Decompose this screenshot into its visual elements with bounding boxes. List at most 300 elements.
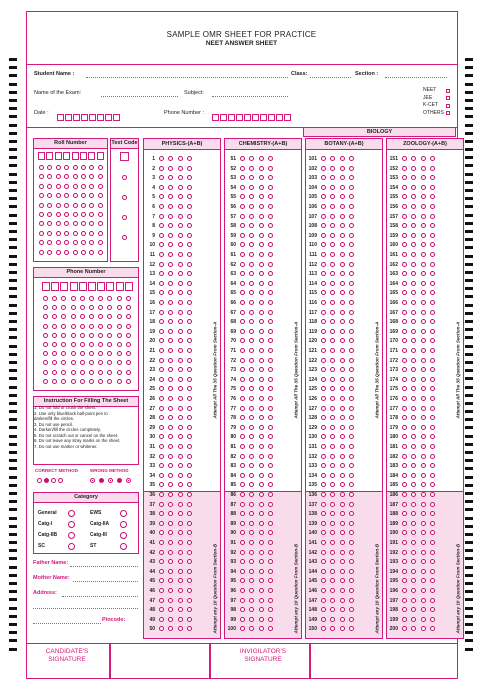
answer-bubble[interactable] xyxy=(321,406,326,411)
wrong-method-sample[interactable] xyxy=(90,478,95,483)
answer-bubble[interactable] xyxy=(259,185,264,190)
answer-bubble[interactable] xyxy=(178,377,183,382)
answer-bubble[interactable] xyxy=(421,185,426,190)
answer-bubble[interactable] xyxy=(321,473,326,478)
phone-bubble[interactable] xyxy=(43,314,48,319)
phone-bubble[interactable] xyxy=(80,305,85,310)
phone-digit-box[interactable] xyxy=(79,282,87,291)
answer-bubble[interactable] xyxy=(402,454,407,459)
phone-bubble[interactable] xyxy=(52,360,57,365)
test-code-bubble[interactable] xyxy=(122,215,127,220)
answer-bubble[interactable] xyxy=(178,223,183,228)
roll-bubble[interactable] xyxy=(39,184,44,189)
phone-digit-box[interactable] xyxy=(228,114,235,121)
answer-bubble[interactable] xyxy=(168,358,173,363)
phone-digit-box[interactable] xyxy=(116,282,124,291)
answer-bubble[interactable] xyxy=(402,425,407,430)
answer-bubble[interactable] xyxy=(240,233,245,238)
answer-bubble[interactable] xyxy=(402,185,407,190)
date-digit-box[interactable] xyxy=(113,114,120,121)
answer-bubble[interactable] xyxy=(340,396,345,401)
roll-bubble[interactable] xyxy=(81,203,86,208)
category-option-bubble[interactable] xyxy=(68,510,75,517)
roll-bubble[interactable] xyxy=(81,250,86,255)
answer-bubble[interactable] xyxy=(268,281,273,286)
category-option-bubble[interactable] xyxy=(68,532,75,539)
answer-bubble[interactable] xyxy=(321,281,326,286)
answer-bubble[interactable] xyxy=(402,569,407,574)
answer-bubble[interactable] xyxy=(268,310,273,315)
answer-bubble[interactable] xyxy=(159,166,164,171)
answer-bubble[interactable] xyxy=(178,300,183,305)
answer-bubble[interactable] xyxy=(187,358,192,363)
answer-bubble[interactable] xyxy=(430,444,435,449)
answer-bubble[interactable] xyxy=(321,521,326,526)
answer-bubble[interactable] xyxy=(430,214,435,219)
answer-bubble[interactable] xyxy=(249,214,254,219)
answer-bubble[interactable] xyxy=(178,281,183,286)
answer-bubble[interactable] xyxy=(168,166,173,171)
roll-bubble[interactable] xyxy=(39,250,44,255)
answer-bubble[interactable] xyxy=(349,262,354,267)
phone-bubble[interactable] xyxy=(52,370,57,375)
answer-bubble[interactable] xyxy=(340,310,345,315)
roll-bubble[interactable] xyxy=(56,203,61,208)
answer-bubble[interactable] xyxy=(268,185,273,190)
answer-bubble[interactable] xyxy=(178,559,183,564)
answer-bubble[interactable] xyxy=(259,367,264,372)
answer-bubble[interactable] xyxy=(259,406,264,411)
roll-bubble[interactable] xyxy=(89,184,94,189)
answer-bubble[interactable] xyxy=(430,233,435,238)
phone-bubble[interactable] xyxy=(52,379,57,384)
answer-bubble[interactable] xyxy=(259,175,264,180)
answer-bubble[interactable] xyxy=(402,156,407,161)
phone-bubble[interactable] xyxy=(107,324,112,329)
answer-bubble[interactable] xyxy=(268,617,273,622)
answer-bubble[interactable] xyxy=(178,329,183,334)
roll-bubble[interactable] xyxy=(56,174,61,179)
answer-bubble[interactable] xyxy=(330,550,335,555)
phone-digit-box[interactable] xyxy=(88,282,96,291)
answer-bubble[interactable] xyxy=(430,588,435,593)
answer-bubble[interactable] xyxy=(178,166,183,171)
answer-bubble[interactable] xyxy=(421,444,426,449)
roll-bubble[interactable] xyxy=(89,212,94,217)
phone-bubble[interactable] xyxy=(80,360,85,365)
roll-bubble[interactable] xyxy=(98,250,103,255)
answer-bubble[interactable] xyxy=(421,569,426,574)
answer-bubble[interactable] xyxy=(421,319,426,324)
answer-bubble[interactable] xyxy=(268,598,273,603)
answer-bubble[interactable] xyxy=(340,348,345,353)
phone-bubble[interactable] xyxy=(61,360,66,365)
answer-bubble[interactable] xyxy=(240,569,245,574)
answer-bubble[interactable] xyxy=(430,425,435,430)
phone-digit-box[interactable] xyxy=(260,114,267,121)
answer-bubble[interactable] xyxy=(259,598,264,603)
answer-bubble[interactable] xyxy=(421,559,426,564)
roll-bubble[interactable] xyxy=(73,203,78,208)
answer-bubble[interactable] xyxy=(240,406,245,411)
correct-method-sample[interactable] xyxy=(37,478,42,483)
answer-bubble[interactable] xyxy=(187,281,192,286)
answer-bubble[interactable] xyxy=(321,262,326,267)
phone-bubble[interactable] xyxy=(126,333,131,338)
answer-bubble[interactable] xyxy=(340,185,345,190)
answer-bubble[interactable] xyxy=(187,617,192,622)
phone-bubble[interactable] xyxy=(107,379,112,384)
answer-bubble[interactable] xyxy=(240,214,245,219)
answer-bubble[interactable] xyxy=(340,214,345,219)
answer-bubble[interactable] xyxy=(249,502,254,507)
answer-bubble[interactable] xyxy=(349,348,354,353)
answer-bubble[interactable] xyxy=(340,473,345,478)
subject-field[interactable] xyxy=(212,96,288,97)
answer-bubble[interactable] xyxy=(402,473,407,478)
roll-bubble[interactable] xyxy=(73,250,78,255)
answer-bubble[interactable] xyxy=(268,204,273,209)
answer-bubble[interactable] xyxy=(321,233,326,238)
phone-bubble[interactable] xyxy=(61,379,66,384)
phone-bubble[interactable] xyxy=(117,296,122,301)
phone-bubble[interactable] xyxy=(89,342,94,347)
phone-bubble[interactable] xyxy=(61,370,66,375)
answer-bubble[interactable] xyxy=(421,204,426,209)
phone-bubble[interactable] xyxy=(89,360,94,365)
answer-bubble[interactable] xyxy=(259,473,264,478)
phone-bubble[interactable] xyxy=(43,351,48,356)
answer-bubble[interactable] xyxy=(349,377,354,382)
answer-bubble[interactable] xyxy=(268,425,273,430)
phone-digit-box[interactable] xyxy=(60,282,68,291)
answer-bubble[interactable] xyxy=(349,588,354,593)
answer-bubble[interactable] xyxy=(178,406,183,411)
category-option-bubble[interactable] xyxy=(120,510,127,517)
roll-digit-box[interactable] xyxy=(63,152,70,160)
roll-digit-box[interactable] xyxy=(72,152,79,160)
answer-bubble[interactable] xyxy=(240,540,245,545)
answer-bubble[interactable] xyxy=(421,598,426,603)
roll-bubble[interactable] xyxy=(89,174,94,179)
answer-bubble[interactable] xyxy=(259,166,264,171)
answer-bubble[interactable] xyxy=(259,396,264,401)
phone-bubble[interactable] xyxy=(61,351,66,356)
answer-bubble[interactable] xyxy=(178,425,183,430)
answer-bubble[interactable] xyxy=(340,511,345,516)
answer-bubble[interactable] xyxy=(430,396,435,401)
answer-bubble[interactable] xyxy=(159,396,164,401)
roll-bubble[interactable] xyxy=(56,221,61,226)
answer-bubble[interactable] xyxy=(240,473,245,478)
phone-bubble[interactable] xyxy=(98,333,103,338)
answer-bubble[interactable] xyxy=(340,358,345,363)
answer-bubble[interactable] xyxy=(259,454,264,459)
answer-bubble[interactable] xyxy=(349,281,354,286)
category-option-bubble[interactable] xyxy=(68,543,75,550)
answer-bubble[interactable] xyxy=(259,348,264,353)
answer-bubble[interactable] xyxy=(268,540,273,545)
answer-bubble[interactable] xyxy=(321,569,326,574)
roll-bubble[interactable] xyxy=(81,240,86,245)
phone-bubble[interactable] xyxy=(98,296,103,301)
answer-bubble[interactable] xyxy=(178,204,183,209)
answer-bubble[interactable] xyxy=(178,617,183,622)
roll-digit-box[interactable] xyxy=(46,152,53,160)
answer-bubble[interactable] xyxy=(159,540,164,545)
roll-bubble[interactable] xyxy=(47,231,52,236)
answer-bubble[interactable] xyxy=(340,262,345,267)
class-field[interactable] xyxy=(310,77,351,78)
answer-bubble[interactable] xyxy=(430,300,435,305)
answer-bubble[interactable] xyxy=(321,492,326,497)
roll-bubble[interactable] xyxy=(64,221,69,226)
answer-bubble[interactable] xyxy=(259,223,264,228)
answer-bubble[interactable] xyxy=(168,310,173,315)
answer-bubble[interactable] xyxy=(249,550,254,555)
roll-bubble[interactable] xyxy=(47,203,52,208)
answer-bubble[interactable] xyxy=(268,348,273,353)
answer-bubble[interactable] xyxy=(349,358,354,363)
answer-bubble[interactable] xyxy=(259,262,264,267)
date-boxes[interactable] xyxy=(57,109,121,127)
answer-bubble[interactable] xyxy=(187,444,192,449)
phone-bubble[interactable] xyxy=(89,324,94,329)
answer-bubble[interactable] xyxy=(178,569,183,574)
roll-bubble[interactable] xyxy=(64,250,69,255)
phone-bubble[interactable] xyxy=(61,324,66,329)
date-digit-box[interactable] xyxy=(97,114,104,121)
answer-bubble[interactable] xyxy=(178,252,183,257)
roll-bubble[interactable] xyxy=(56,193,61,198)
answer-bubble[interactable] xyxy=(411,262,416,267)
phone-digit-box[interactable] xyxy=(97,282,105,291)
phone-bubble[interactable] xyxy=(98,370,103,375)
answer-bubble[interactable] xyxy=(340,540,345,545)
answer-bubble[interactable] xyxy=(178,540,183,545)
answer-bubble[interactable] xyxy=(340,617,345,622)
answer-bubble[interactable] xyxy=(402,598,407,603)
phone-bubble[interactable] xyxy=(117,379,122,384)
answer-bubble[interactable] xyxy=(340,502,345,507)
answer-bubble[interactable] xyxy=(411,598,416,603)
answer-bubble[interactable] xyxy=(430,454,435,459)
answer-bubble[interactable] xyxy=(168,502,173,507)
answer-bubble[interactable] xyxy=(349,204,354,209)
answer-bubble[interactable] xyxy=(268,396,273,401)
answer-bubble[interactable] xyxy=(159,377,164,382)
phone-bubble[interactable] xyxy=(89,351,94,356)
phone-bubble[interactable] xyxy=(107,305,112,310)
answer-bubble[interactable] xyxy=(268,492,273,497)
answer-bubble[interactable] xyxy=(411,454,416,459)
roll-bubble[interactable] xyxy=(98,212,103,217)
answer-bubble[interactable] xyxy=(402,617,407,622)
answer-bubble[interactable] xyxy=(178,310,183,315)
answer-bubble[interactable] xyxy=(259,607,264,612)
answer-bubble[interactable] xyxy=(411,502,416,507)
answer-bubble[interactable] xyxy=(259,550,264,555)
answer-bubble[interactable] xyxy=(340,559,345,564)
phone-bubble[interactable] xyxy=(107,360,112,365)
answer-bubble[interactable] xyxy=(178,185,183,190)
answer-bubble[interactable] xyxy=(402,444,407,449)
answer-bubble[interactable] xyxy=(430,540,435,545)
answer-bubble[interactable] xyxy=(259,156,264,161)
answer-bubble[interactable] xyxy=(402,540,407,545)
answer-bubble[interactable] xyxy=(187,425,192,430)
exam-option[interactable] xyxy=(423,110,450,118)
roll-bubble[interactable] xyxy=(56,165,61,170)
roll-bubble[interactable] xyxy=(81,212,86,217)
phone-bubble[interactable] xyxy=(43,379,48,384)
answer-bubble[interactable] xyxy=(178,502,183,507)
answer-bubble[interactable] xyxy=(259,214,264,219)
answer-bubble[interactable] xyxy=(321,358,326,363)
answer-bubble[interactable] xyxy=(421,588,426,593)
phone-bubble[interactable] xyxy=(52,314,57,319)
answer-bubble[interactable] xyxy=(349,156,354,161)
category-option-bubble[interactable] xyxy=(120,532,127,539)
answer-bubble[interactable] xyxy=(159,406,164,411)
answer-bubble[interactable] xyxy=(187,540,192,545)
answer-bubble[interactable] xyxy=(168,214,173,219)
answer-bubble[interactable] xyxy=(421,454,426,459)
roll-digit-box[interactable] xyxy=(55,152,62,160)
roll-bubble[interactable] xyxy=(98,184,103,189)
phone-bubble[interactable] xyxy=(126,360,131,365)
answer-bubble[interactable] xyxy=(340,406,345,411)
answer-bubble[interactable] xyxy=(187,492,192,497)
category-option-bubble[interactable] xyxy=(68,521,75,528)
answer-bubble[interactable] xyxy=(259,252,264,257)
phone-bubble[interactable] xyxy=(43,333,48,338)
answer-bubble[interactable] xyxy=(321,454,326,459)
category-option-bubble[interactable] xyxy=(120,521,127,528)
phone-bubble[interactable] xyxy=(43,296,48,301)
answer-bubble[interactable] xyxy=(259,588,264,593)
phone-bubble[interactable] xyxy=(80,324,85,329)
answer-bubble[interactable] xyxy=(402,300,407,305)
exam-option-box[interactable] xyxy=(446,104,450,108)
answer-bubble[interactable] xyxy=(421,214,426,219)
phone-bubble[interactable] xyxy=(98,324,103,329)
roll-bubble[interactable] xyxy=(73,184,78,189)
answer-bubble[interactable] xyxy=(178,348,183,353)
answer-bubble[interactable] xyxy=(321,156,326,161)
answer-bubble[interactable] xyxy=(340,319,345,324)
answer-bubble[interactable] xyxy=(178,262,183,267)
phone-bubble[interactable] xyxy=(52,296,57,301)
phone-digit-box[interactable] xyxy=(106,282,114,291)
answer-bubble[interactable] xyxy=(349,598,354,603)
mother-name-field[interactable] xyxy=(73,581,138,582)
phone-bubble[interactable] xyxy=(117,314,122,319)
answer-bubble[interactable] xyxy=(240,185,245,190)
phone-bubble[interactable] xyxy=(43,305,48,310)
answer-bubble[interactable] xyxy=(240,521,245,526)
answer-bubble[interactable] xyxy=(268,252,273,257)
answer-bubble[interactable] xyxy=(402,166,407,171)
roll-bubble[interactable] xyxy=(73,212,78,217)
phone-digit-box[interactable] xyxy=(212,114,219,121)
roll-bubble[interactable] xyxy=(73,174,78,179)
phone-bubble[interactable] xyxy=(107,370,112,375)
answer-bubble[interactable] xyxy=(340,329,345,334)
roll-bubble[interactable] xyxy=(64,212,69,217)
answer-bubble[interactable] xyxy=(168,598,173,603)
answer-bubble[interactable] xyxy=(430,166,435,171)
roll-bubble[interactable] xyxy=(39,193,44,198)
answer-bubble[interactable] xyxy=(349,396,354,401)
answer-bubble[interactable] xyxy=(268,377,273,382)
answer-bubble[interactable] xyxy=(321,502,326,507)
roll-bubble[interactable] xyxy=(47,240,52,245)
answer-bubble[interactable] xyxy=(430,348,435,353)
answer-bubble[interactable] xyxy=(240,502,245,507)
answer-bubble[interactable] xyxy=(259,502,264,507)
answer-bubble[interactable] xyxy=(268,156,273,161)
answer-bubble[interactable] xyxy=(330,262,335,267)
answer-bubble[interactable] xyxy=(321,348,326,353)
answer-bubble[interactable] xyxy=(430,185,435,190)
answer-bubble[interactable] xyxy=(321,588,326,593)
answer-bubble[interactable] xyxy=(421,329,426,334)
father-name-field[interactable] xyxy=(70,566,138,567)
answer-bubble[interactable] xyxy=(159,588,164,593)
answer-bubble[interactable] xyxy=(421,396,426,401)
phone-digit-box[interactable] xyxy=(236,114,243,121)
answer-bubble[interactable] xyxy=(268,569,273,574)
answer-bubble[interactable] xyxy=(340,550,345,555)
answer-bubble[interactable] xyxy=(349,540,354,545)
phone-bubble[interactable] xyxy=(43,370,48,375)
answer-bubble[interactable] xyxy=(159,329,164,334)
roll-digit-box[interactable] xyxy=(97,152,104,160)
answer-bubble[interactable] xyxy=(259,329,264,334)
wrong-method-sample[interactable] xyxy=(99,478,104,483)
wrong-method-sample[interactable] xyxy=(117,478,122,483)
answer-bubble[interactable] xyxy=(330,214,335,219)
exam-option[interactable] xyxy=(423,87,450,95)
roll-bubble[interactable] xyxy=(56,240,61,245)
answer-bubble[interactable] xyxy=(402,358,407,363)
roll-bubble[interactable] xyxy=(73,193,78,198)
answer-bubble[interactable] xyxy=(240,300,245,305)
answer-bubble[interactable] xyxy=(249,262,254,267)
phone-bubble[interactable] xyxy=(52,305,57,310)
answer-bubble[interactable] xyxy=(240,156,245,161)
phone-bubble[interactable] xyxy=(117,342,122,347)
answer-bubble[interactable] xyxy=(349,185,354,190)
answer-bubble[interactable] xyxy=(340,281,345,286)
answer-bubble[interactable] xyxy=(402,329,407,334)
answer-bubble[interactable] xyxy=(321,204,326,209)
answer-bubble[interactable] xyxy=(240,329,245,334)
roll-bubble[interactable] xyxy=(89,250,94,255)
answer-bubble[interactable] xyxy=(430,569,435,574)
answer-bubble[interactable] xyxy=(240,425,245,430)
answer-bubble[interactable] xyxy=(178,473,183,478)
answer-bubble[interactable] xyxy=(268,502,273,507)
answer-bubble[interactable] xyxy=(430,502,435,507)
roll-bubble[interactable] xyxy=(47,221,52,226)
answer-bubble[interactable] xyxy=(330,454,335,459)
answer-bubble[interactable] xyxy=(340,367,345,372)
phone-bubble[interactable] xyxy=(117,324,122,329)
answer-bubble[interactable] xyxy=(240,454,245,459)
answer-bubble[interactable] xyxy=(340,425,345,430)
